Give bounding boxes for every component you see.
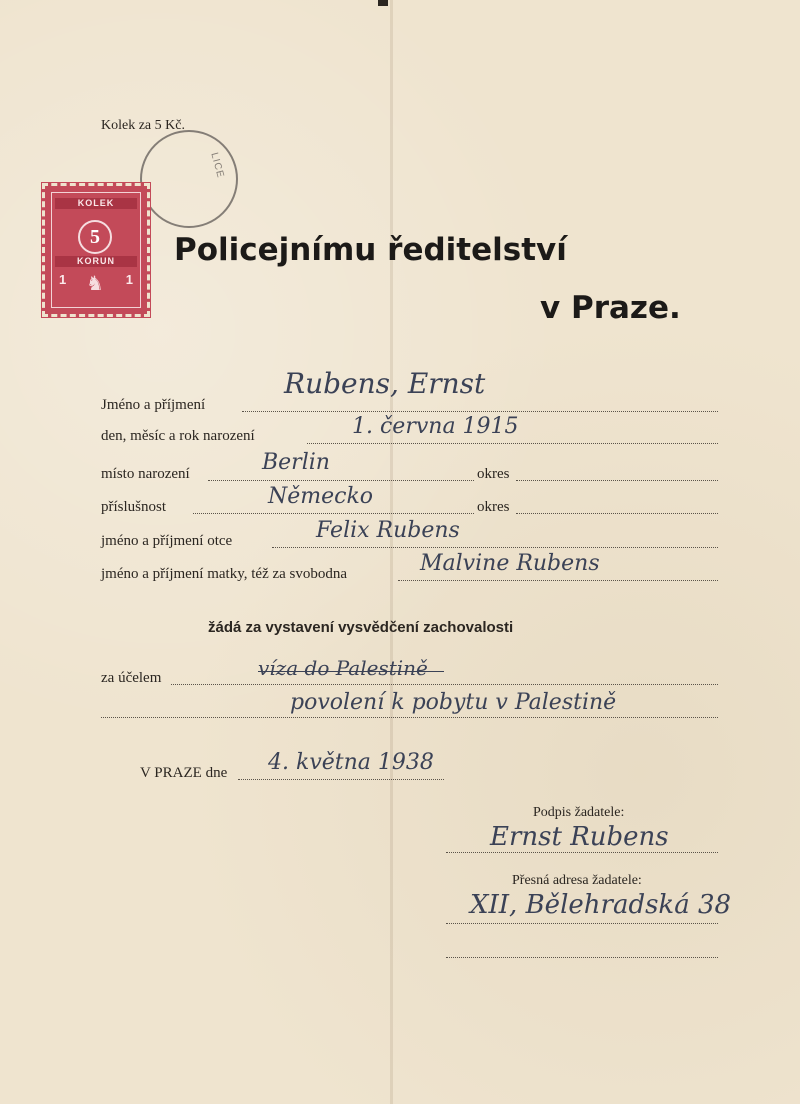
date-label: V PRAZE dne bbox=[140, 765, 228, 781]
stamp-label: Kolek za 5 Kč. bbox=[101, 118, 185, 133]
address-label: Přesná adresa žadatele: bbox=[512, 873, 642, 888]
postmark-text: LICE bbox=[208, 151, 226, 180]
address-value: XII, Bělehradská 38 bbox=[470, 890, 732, 920]
binding-mark bbox=[378, 0, 388, 6]
page-title-line2: v Praze. bbox=[540, 290, 681, 326]
purpose-label: za účelem bbox=[101, 670, 162, 686]
lion-icon: ♞ bbox=[86, 273, 104, 295]
mother-label: jméno a příjmení matky, též za svobodna bbox=[101, 566, 348, 582]
request-heading: žádá za vystavení vysvědčení zachovalosti bbox=[208, 619, 514, 636]
mother-value: Malvine Rubens bbox=[420, 551, 600, 576]
name-line bbox=[242, 411, 718, 412]
purpose-value: povolení k pobytu v Palestině bbox=[290, 690, 617, 715]
birthplace-value: Berlin bbox=[262, 450, 330, 475]
birthdate-value: 1. června 1915 bbox=[352, 414, 519, 439]
birthplace-label: místo narození bbox=[101, 466, 190, 482]
father-label: jméno a příjmení otce bbox=[101, 533, 233, 549]
stamp-top-text: KOLEK bbox=[55, 198, 137, 209]
citizenship-value: Německo bbox=[268, 484, 374, 509]
birthdate-line bbox=[307, 443, 718, 444]
citizenship-line bbox=[193, 513, 474, 514]
address-line bbox=[446, 923, 718, 924]
stamp-value: 5 bbox=[78, 220, 112, 254]
father-line bbox=[272, 547, 718, 548]
stamp-left-numeral: 1 bbox=[59, 272, 67, 287]
citizenship-label: příslušnost bbox=[101, 499, 167, 515]
district2-label: okres bbox=[477, 499, 510, 515]
signature-value: Ernst Rubens bbox=[490, 822, 669, 852]
name-label: Jméno a příjmení bbox=[101, 397, 206, 413]
purpose-line-2 bbox=[101, 717, 718, 718]
paper-fold bbox=[390, 0, 393, 1104]
address-line-2 bbox=[446, 957, 718, 958]
name-value: Rubens, Ernst bbox=[284, 367, 486, 400]
district-label: okres bbox=[477, 466, 510, 482]
page-title-line1: Policejnímu ředitelství bbox=[174, 232, 567, 268]
stamp-right-numeral: 1 bbox=[125, 272, 133, 287]
district-line bbox=[516, 480, 718, 481]
date-line bbox=[238, 779, 444, 780]
revenue-stamp bbox=[42, 183, 150, 317]
postmark bbox=[140, 130, 238, 228]
purpose-struck-value: víza do Palestině bbox=[258, 656, 428, 680]
father-value: Felix Rubens bbox=[316, 518, 460, 543]
strikethrough-line bbox=[258, 671, 444, 672]
stamp-currency: KORUN bbox=[55, 256, 137, 267]
date-value: 4. května 1938 bbox=[268, 750, 434, 775]
purpose-line bbox=[171, 684, 718, 685]
mother-line bbox=[398, 580, 718, 581]
birthdate-label: den, měsíc a rok narození bbox=[101, 428, 255, 444]
signature-line bbox=[446, 852, 718, 853]
district2-line bbox=[516, 513, 718, 514]
birthplace-line bbox=[208, 480, 474, 481]
signature-label: Podpis žadatele: bbox=[533, 805, 625, 820]
